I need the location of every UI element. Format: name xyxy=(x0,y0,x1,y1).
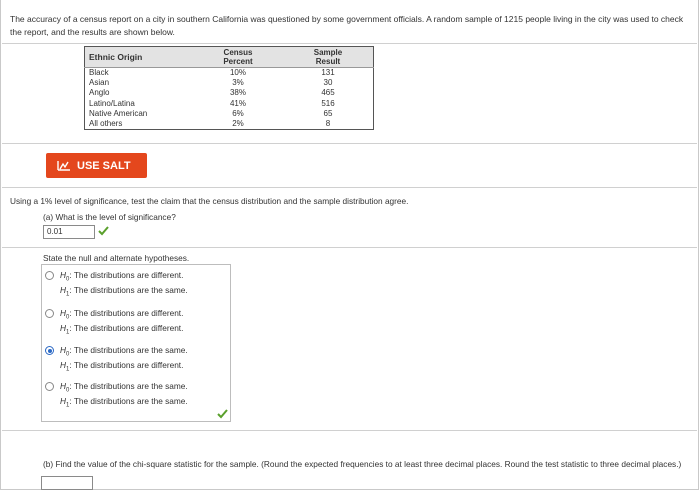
hypotheses-options: $H_0$: The distributions are different. $H_1$: The distributions are the same. $H_0$: The distributions are different. $H_1$: The distributions are different. $H_0$: The distributions are the same. $H_1$: The distributions are different. $H_0$: The distributions are the same. $H_1$: The distributions are the same. xyxy=(41,264,231,422)
cell-percent: 2% xyxy=(232,119,244,129)
prompt-text: Using a 1% level of significance, test the claim that the census distribution and the sample distribution agree. xyxy=(10,196,409,206)
radio-button-selected[interactable] xyxy=(45,346,54,355)
alternate-hypothesis: The distributions are different. xyxy=(73,323,184,333)
cell-origin: Asian xyxy=(89,78,110,88)
radio-button[interactable] xyxy=(45,309,54,318)
alternate-hypothesis: The distributions are the same. xyxy=(73,285,188,295)
header-census-percent: Census Percent xyxy=(193,47,283,68)
divider xyxy=(2,430,697,431)
divider xyxy=(2,187,697,188)
cell-result: 8 xyxy=(325,119,331,129)
table-row xyxy=(85,119,374,130)
radio-button[interactable] xyxy=(45,271,54,280)
null-hypothesis: The distributions are different. xyxy=(73,270,184,280)
cell-origin: Latino/Latina xyxy=(89,98,135,108)
null-hypothesis: The distributions are the same. xyxy=(73,381,188,391)
cell-percent: 38% xyxy=(229,88,246,98)
cell-percent: 3% xyxy=(232,78,244,88)
cell-percent: 10% xyxy=(229,68,246,77)
null-hypothesis: The distributions are the same. xyxy=(73,345,188,355)
table-row xyxy=(85,78,374,88)
cell-result: 65 xyxy=(323,108,333,118)
null-hypothesis: The distributions are different. xyxy=(73,308,184,318)
part-b-question: (b) Find the value of the chi-square statistic for the sample. (Round the expected frequencies to at least three decimal places. Round the test statistic to three decimal places.) xyxy=(43,459,682,469)
header-ethnic-origin: Ethnic Origin xyxy=(85,47,194,68)
use-salt-button[interactable] xyxy=(46,153,147,178)
use-salt-label: USE SALT xyxy=(77,159,131,172)
cell-origin: Anglo xyxy=(89,88,110,98)
cell-origin: Native American xyxy=(89,108,148,118)
divider xyxy=(2,43,697,44)
part-a-question: (a) What is the level of significance? xyxy=(43,212,176,222)
cell-result: 516 xyxy=(321,98,335,108)
census-table xyxy=(84,46,374,130)
divider xyxy=(2,247,697,248)
cell-result: 131 xyxy=(321,68,335,77)
alternate-hypothesis: The distributions are the same. xyxy=(73,396,188,406)
chi-square-answer-field[interactable] xyxy=(41,476,93,490)
correct-check-icon xyxy=(217,409,228,419)
cell-percent: 6% xyxy=(232,108,244,118)
divider xyxy=(2,143,697,144)
cell-origin: Black xyxy=(89,68,109,77)
cell-result: 30 xyxy=(323,78,333,88)
header-sample-result: Sample Result xyxy=(283,47,374,68)
cell-result: 465 xyxy=(321,88,335,98)
table-row xyxy=(85,109,374,119)
hypotheses-prompt: State the null and alternate hypotheses. xyxy=(43,253,190,263)
radio-button[interactable] xyxy=(45,382,54,391)
significance-answer-field[interactable]: 0.01 xyxy=(43,225,95,239)
salt-icon xyxy=(57,160,71,171)
alternate-hypothesis: The distributions are different. xyxy=(73,360,184,370)
correct-check-icon xyxy=(98,226,109,236)
table-row xyxy=(85,68,374,79)
cell-percent: 41% xyxy=(229,98,246,108)
problem-intro: The accuracy of a census report on a city in southern California was questioned by some government officials. A random sample of 1215 people living in the city was used to check the report, and the results are shown below. xyxy=(10,14,684,37)
cell-origin: All others xyxy=(89,119,123,129)
table-row xyxy=(85,88,374,98)
table-row xyxy=(85,99,374,109)
